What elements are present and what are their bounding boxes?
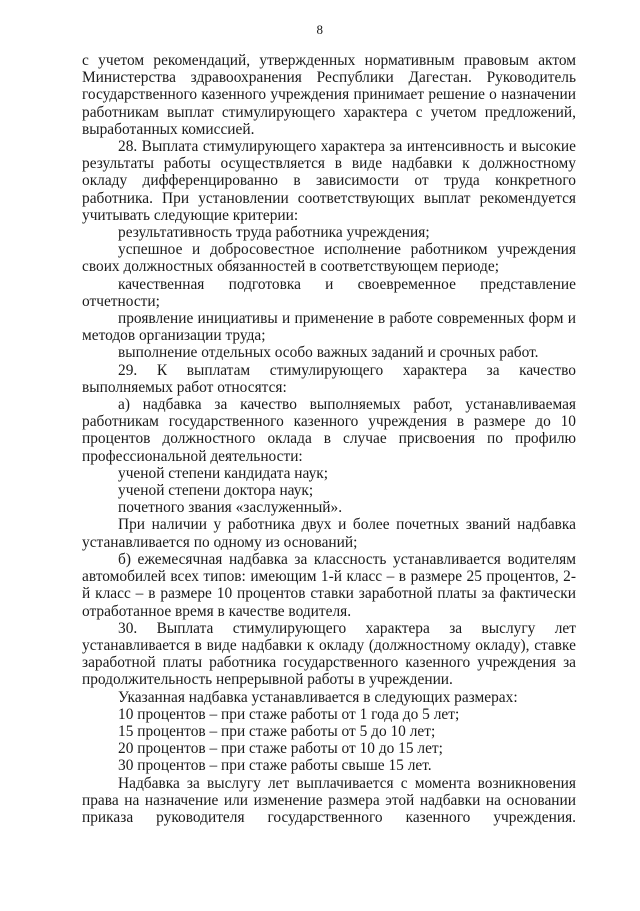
paragraph-intro: с учетом рекомендаций, утвержденных нормативным правовым актом Министерства здравоохранения Республики Дагестан. Руководитель государственного казенного учреждения принимает решение о назначении работникам выплат стимулирующего характера с учетом предложений, выработанных комиссией.	[82, 52, 576, 138]
criterion-item: качественная подготовка и своевременное представление отчетности;	[82, 275, 576, 310]
document-body	[82, 52, 576, 826]
page-number: 8	[316, 22, 324, 37]
paragraph-29b: б) ежемесячная надбавка за классность устанавливается водителям автомобилей всех типов: имеющим 1-й класс – в размере 25 процентов, 2-й класс – в размере 10 процентов ставки заработной платы за фактически отработанное время в качестве водителя.	[82, 550, 576, 620]
paragraph-29a: а) надбавка за качество выполняемых работ, устанавливаемая работникам государственного казенного учреждения в размере до 10 процентов должностного оклада в случае присвоения по профилю профессиональной деятельности:	[82, 396, 576, 465]
degree-item: ученой степени кандидата наук;	[118, 464, 329, 482]
criterion-item: успешное и добросовестное исполнение работником учреждения своих должностных обязанностей в соответствующем периоде;	[82, 241, 576, 276]
paragraph-sizes-intro: Указанная надбавка устанавливается в следующих размерах:	[118, 688, 518, 706]
paragraph-titles: При наличии у работника двух и более почетных званий надбавка устанавливается по одному из оснований;	[82, 516, 576, 551]
seniority-item: 15 процентов – при стаже работы от 5 до 10 лет;	[118, 722, 436, 740]
seniority-item: 20 процентов – при стаже работы от 10 до 15 лет;	[118, 740, 443, 758]
paragraph-payment: Надбавка за выслугу лет выплачивается с момента возникновения права на назначение или изменение размера этой надбавки на основании приказа руководителя государственного казенного учреждения.	[82, 774, 576, 826]
criterion-item: результативность труда работника учреждения;	[118, 224, 430, 242]
degree-item: ученой степени доктора наук;	[118, 482, 314, 500]
degree-item: почетного звания «заслуженный».	[118, 499, 343, 517]
paragraph-28: 28. Выплата стимулирующего характера за интенсивность и высокие результаты работы осуществляется в виде надбавки к должностному окладу дифференцированно в зависимости от труда конкретного работника. При установлении соответствующих выплат рекомендуется учитывать следующие критерии:	[82, 138, 576, 224]
seniority-item: 30 процентов – при стаже работы свыше 15 лет.	[118, 757, 432, 775]
seniority-item: 10 процентов – при стаже работы от 1 года до 5 лет;	[118, 705, 460, 723]
paragraph-30: 30. Выплата стимулирующего характера за выслугу лет устанавливается в виде надбавки к окладу (должностному окладу), ставке заработной платы работника государственного казенного учреждения за продолжительность непрерывной работы в учреждении.	[82, 619, 576, 689]
criterion-item: проявление инициативы и применение в работе современных форм и методов организации труда;	[82, 310, 576, 345]
paragraph-29: 29. К выплатам стимулирующего характера за качество выполняемых работ относятся:	[82, 361, 576, 396]
criterion-item: выполнение отдельных особо важных заданий и срочных работ.	[118, 344, 539, 362]
